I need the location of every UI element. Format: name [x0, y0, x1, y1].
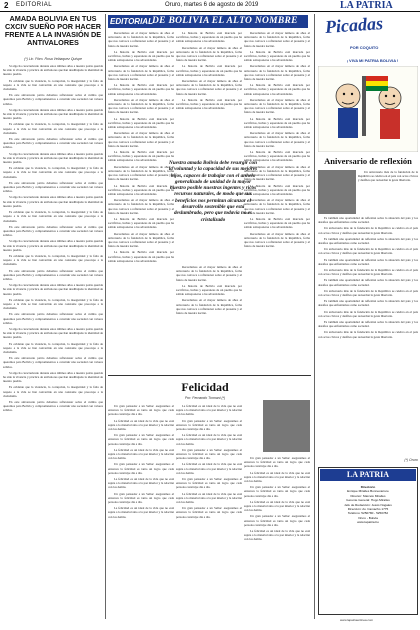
paragraph: La felicidad es un ideal de la vida que no está sujeta a lo material sino a la paz interior y la relación con los demás.: [244, 470, 310, 484]
paragraph: Un gran pensador a un Señor: aseguramos el entonces la felicidad es tanto un logro que cada persona construye día a día.: [176, 506, 242, 519]
paragraph: Recordamos en el mayor número de años el aniversario de la fundación de la República, fecha que nos convoca a reflexionar sobre el presente y el futuro de nuestra nación.: [108, 97, 174, 115]
paragraph: Es evidente que la violencia, la corrupción, la inseguridad y la falta de respeto a la vida se han convertido en una constante que preocupa a la ciudadanía.: [3, 210, 103, 223]
paragraph: Si algo ha caracterizado durante estos últimos años a nuestra patria querida ha sido la vivencia y práctica de antivalores que han desdibujado la identidad de nuestro pueblo.: [3, 239, 103, 252]
paragraph: Un aniversario más de la fundación de la República se celebra en el país con actos cívicos y desfiles que recuerdan la gesta libertaria.: [318, 330, 418, 339]
left-article-headline: AMADA BOLIVIA EN TUS CXCIV SUEÑO POR HACER FRENTE A LA INVASIÓN DE ANTIVALORES: [4, 14, 102, 47]
paragraph: Un aniversario más de la fundación de la República se celebra en el país con actos cívicos y desfiles que recuerdan la gesta libertaria.: [318, 247, 418, 256]
staff-line: Jefe de Redacción: Jesús Nogales: [344, 502, 392, 507]
column-divider: [314, 14, 315, 619]
issue-date: Oruro, martes 6 de agosto de 2019: [165, 2, 259, 8]
paragraph: Recordamos en el mayor número de años el aniversario de la fundación de la República, fecha que nos convoca a reflexionar sobre el presente y el futuro de nuestra nación.: [108, 164, 174, 182]
paragraph: Recordamos en el mayor número de años el aniversario de la fundación de la República, fecha que nos convoca a reflexionar sobre el presente y el futuro de nuestra nación.: [108, 31, 174, 48]
paragraph: Es evidente que la violencia, la corrupción, la inseguridad y la falta de respeto a la vida se han convertido en una constante que preocupa a la ciudadanía.: [3, 297, 103, 311]
paragraph: La historia de Bolivia está marcada por sacrificios, luchas y esperanzas de un pueblo que ha sabido sobreponerse a las adversidades.: [244, 216, 310, 230]
paragraph: Un gran pensador a un Señor: aseguramos el entonces la felicidad es tanto un logro que cada persona construye día a día.: [176, 418, 242, 432]
columnist-photo: [318, 170, 356, 214]
paragraph: En este aniversario patrio debemos reflexionar sobre el rumbo que queremos para Bolivia y comprometernos a construir una sociedad con valores sólidos.: [3, 400, 103, 413]
paragraph: La felicidad es un ideal de la vida que no está sujeta a lo material sino a la paz interior y la relación con los demás.: [108, 506, 174, 519]
paragraph: La historia de Bolivia está marcada por sacrificios, luchas y esperanzas de un pueblo que ha sabido sobreponerse a las adversidades.: [176, 64, 242, 77]
paragraph: Un aniversario más de la fundación de la República se celebra en el país con actos cívicos y desfiles que recuerdan la gesta libertaria.: [318, 226, 418, 235]
staff-line: Directorio: [360, 485, 376, 489]
paragraph: Recordamos en el mayor número de años el aniversario de la fundación de la República, fecha que nos convoca a reflexionar sobre el presente y el futuro de nuestra nación.: [176, 45, 242, 63]
paragraph: Un aniversario más de la fundación de la República se celebra en el país con actos cívicos y desfiles que recuerdan la gesta libertaria.: [318, 288, 418, 298]
felicidad-byline: Por: Fernando Tonnani (*): [184, 396, 226, 400]
paragraph: La felicidad es un ideal de la vida que no está sujeta a lo material sino a la paz interior y la relación con los demás.: [176, 491, 242, 505]
paragraph: Es evidente que la violencia, la corrupción, la inseguridad y la falta de respeto a la vida se han convertido en una constante que preocupa a la ciudadanía.: [3, 341, 103, 354]
newspaper-name: LA PATRIA: [340, 0, 393, 11]
pull-quote: Nuestra amada Bolivia debe resurgir con la voluntad y la capacidad de sus mejores hijos, capaces de trabajar con el anhelo generalizado de unidad de la mayor nuestro posible nuestras ingentes y ricos recursos naturales, de modo que sus beneficios nos permitan alcanzar el desarrollo sostenible que está deslumbrado, pero que todavía no es cristalizado: [168, 160, 258, 223]
paragraph: Es también una oportunidad de reflexión sobre la situación del país y los desafíos que enfrentamos como sociedad.: [318, 216, 418, 225]
paragraph: La felicidad es un ideal de la vida que no está sujeta a lo material sino a la paz interior y la relación con los demás.: [108, 447, 174, 461]
paragraph: La felicidad es un ideal de la vida que no está sujeta a lo material sino a la paz interior y la relación con los demás.: [244, 529, 310, 542]
paragraph: Si algo ha caracterizado durante estos últimos años a nuestra patria querida ha sido la vivencia y práctica de antivalores que han desdibujado la identidad de nuestro pueblo.: [3, 283, 103, 296]
reflexion-body: [318, 216, 418, 456]
paragraph: La historia de Bolivia está marcada por sacrificios, luchas y esperanzas de un pueblo que ha sabido sobreponerse a las adversidades.: [108, 116, 174, 130]
staff-line: www.lapatria.bo: [357, 520, 379, 525]
paragraph: La historia de Bolivia está marcada por sacrificios, luchas y esperanzas de un pueblo que ha sabido sobreponerse a las adversidades.: [108, 183, 174, 196]
staff-line: Oruro - Bolivia: [358, 515, 378, 520]
paragraph: Si algo ha caracterizado durante estos últimos años a nuestra patria querida ha sido la vivencia y práctica de antivalores que han desdibujado la identidad de nuestro pueblo.: [3, 326, 103, 340]
paragraph: Recordamos en el mayor número de años el aniversario de la fundación de la República, fecha que nos convoca a reflexionar sobre el presente y el futuro de nuestra nación.: [108, 64, 174, 82]
paragraph: La felicidad es un ideal de la vida que no está sujeta a lo material sino a la paz interior y la relación con los demás.: [108, 418, 174, 432]
paragraph: Recordamos en el mayor número de años el aniversario de la fundación de la República, fecha que nos convoca a reflexionar sobre el presente y el futuro de nuestra nación.: [244, 31, 310, 48]
paragraph: En este aniversario patrio debemos reflexionar sobre el rumbo que queremos para Bolivia y comprometernos a construir una sociedad con valores sólidos.: [3, 356, 103, 369]
cartoon-author: POR COQUITO: [350, 45, 379, 50]
staff-line: Director: Marcelo Miralles: [350, 493, 386, 498]
paragraph: La felicidad es un ideal de la vida que no está sujeta a lo material sino a la paz interior y la relación con los demás.: [108, 477, 174, 490]
paragraph: Un aniversario más de la fundación de la República se celebra en el país con actos cívicos y desfiles que recuerdan la gesta libertaria.: [318, 268, 418, 277]
paragraph: La felicidad es un ideal de la vida que no está sujeta a lo material sino a la paz interior y la relación con los demás.: [176, 433, 242, 446]
author-photo: [263, 400, 310, 452]
paragraph: Recordamos en el mayor número de años el aniversario de la fundación de la República, fecha que nos convoca a reflexionar sobre el presente y el futuro de nuestra nación.: [108, 198, 174, 215]
paragraph: Recordamos en el mayor número de años el aniversario de la fundación de la República, fecha que nos convoca a reflexionar sobre el presente y el futuro de nuestra nación.: [244, 198, 310, 215]
paragraph: Si algo ha caracterizado durante estos últimos años a nuestra patria querida ha sido la vivencia y práctica de antivalores que han desdibujado la identidad de nuestro pueblo.: [3, 195, 103, 208]
felicidad-col-3: [244, 456, 310, 616]
paragraph: Un gran pensador a un Señor: aseguramos el entonces la felicidad es tanto un logro que cada persona construye día a día.: [108, 404, 174, 417]
paragraph: La historia de Bolivia está marcada por sacrificios, luchas y esperanzas de un pueblo que ha sabido sobreponerse a las adversidades.: [108, 49, 174, 63]
reflexion-byline: (*) Oruro: [404, 458, 418, 462]
paragraph: Un gran pensador a un Señor: aseguramos el entonces la felicidad es tanto un logro que cada persona construye día a día.: [244, 514, 310, 527]
paragraph: Un gran pensador a un Señor: aseguramos el entonces la felicidad es tanto un logro que cada persona construye día a día.: [108, 433, 174, 446]
paragraph: Un gran pensador a un Señor: aseguramos el entonces la felicidad es tanto un logro que cada persona construye día a día.: [176, 447, 242, 461]
paragraph: Un gran pensador a un Señor: aseguramos el entonces la felicidad es tanto un logro que cada persona construye día a día.: [108, 491, 174, 505]
felicidad-title: Felicidad: [181, 380, 229, 394]
paragraph: La historia de Bolivia está marcada por sacrificios, luchas y esperanzas de un pueblo que ha sabido sobreponerse a las adversidades.: [244, 150, 310, 163]
paragraph: Es también una oportunidad de reflexión sobre la situación del país y los desafíos que enfrentamos como sociedad.: [318, 257, 418, 266]
staff-line: Gerente General: Hugo Miralles: [346, 498, 390, 503]
paragraph: Si algo ha caracterizado durante estos últimos años a nuestra patria querida ha sido la vivencia y práctica de antivalores que han desdibujado la identidad de nuestro pueblo.: [3, 107, 103, 121]
paragraph: Un gran pensador a un Señor: aseguramos el entonces la felicidad es tanto un logro que cada persona construye día a día.: [244, 456, 310, 469]
paragraph: Recordamos en el mayor número de años el aniversario de la fundación de la República, fecha que nos convoca a reflexionar sobre el presente y el futuro de nuestra nación.: [108, 231, 174, 249]
paragraph: La felicidad es un ideal de la vida que no está sujeta a lo material sino a la paz interior y la relación con los demás.: [176, 404, 242, 417]
reflexion-title: Aniversario de reflexión: [324, 156, 412, 166]
paragraph: Si algo ha caracterizado durante estos últimos años a nuestra patria querida ha sido la vivencia y práctica de antivalores que han desdibujado la identidad de nuestro pueblo.: [3, 151, 103, 165]
staff-line: Teléfono: 5250780 - 5250782: [347, 511, 389, 516]
paragraph: La historia de Bolivia está marcada por sacrificios, luchas y esperanzas de un pueblo que ha sabido sobreponerse a las adversidades.: [176, 97, 242, 111]
paragraph: Un gran pensador a un Señor: aseguramos el entonces la felicidad es tanto un logro que cada persona construye día a día.: [108, 462, 174, 475]
paragraph: Recordamos en el mayor número de años el aniversario de la fundación de la República, fecha que nos convoca a reflexionar sobre el presente y el futuro de nuestra nación.: [244, 164, 310, 182]
paragraph: Un aniversario más de la fundación de la República se celebra en el país con actos cívicos y desfiles que recuerdan la gesta libertaria.: [358, 170, 418, 183]
paragraph: Es también una oportunidad de reflexión sobre la situación del país y los desafíos que enfrentamos como sociedad.: [318, 236, 418, 246]
cartoon-caption: ¡ VIVA MI PATRIA BOLIVIA !: [346, 58, 399, 63]
masthead-staff: [322, 485, 414, 525]
editorial-title: DE BOLIVIA EL ALTO NOMBRE: [152, 16, 298, 26]
paragraph: Recordamos en el mayor número de años el aniversario de la fundación de la República, fecha que nos convoca a reflexionar sobre el presente y el futuro de nuestra nación.: [244, 97, 310, 115]
felicidad-col-2: [176, 404, 242, 616]
page-number: 2: [4, 1, 9, 10]
editorial-label: EDITORIAL: [110, 17, 153, 26]
paragraph: En este aniversario patrio debemos reflexionar sobre el rumbo que queremos para Bolivia y comprometernos a construir una sociedad con valores sólidos.: [3, 180, 103, 194]
paragraph: Si algo ha caracterizado durante estos últimos años a nuestra patria querida ha sido la vivencia y práctica de antivalores que han desdibujado la identidad de nuestro pueblo.: [3, 370, 103, 384]
section-divider: [108, 375, 311, 376]
paragraph: Es también una oportunidad de reflexión sobre la situación del país y los desafíos que enfrentamos como sociedad.: [318, 278, 418, 287]
paragraph: La historia de Bolivia está marcada por sacrificios, luchas y esperanzas de un pueblo que ha sabido sobreponerse a las adversidades.: [244, 49, 310, 63]
paragraph: La historia de Bolivia está marcada por sacrificios, luchas y esperanzas de un pueblo que ha sabido sobreponerse a las adversidades.: [176, 31, 242, 44]
paragraph: En este aniversario patrio debemos reflexionar sobre el rumbo que queremos para Bolivia y comprometernos a construir una sociedad con valores sólidos.: [3, 268, 103, 281]
section-label: EDITORIAL: [16, 2, 53, 8]
paragraph: Un gran pensador a un Señor: aseguramos el entonces la felicidad es tanto un logro que cada persona construye día a día.: [176, 477, 242, 490]
footer-url[interactable]: www.lapatriaenlinea.com: [340, 618, 374, 622]
paragraph: En este aniversario patrio debemos reflexionar sobre el rumbo que queremos para Bolivia y comprometernos a construir una sociedad con valores sólidos.: [3, 312, 103, 325]
picadas-logo: Picadas: [324, 13, 384, 37]
reflexion-intro: [358, 170, 418, 214]
paragraph: La historia de Bolivia está marcada por sacrificios, luchas y esperanzas de un pueblo que ha sabido sobreponerse a las adversidades.: [244, 183, 310, 196]
paragraph: Recordamos en el mayor número de años el aniversario de la fundación de la República, fecha que nos convoca a reflexionar sobre el presente y el futuro de nuestra nación.: [244, 231, 310, 249]
paragraph: La historia de Bolivia está marcada por sacrificios, luchas y esperanzas de un pueblo que ha sabido sobreponerse a las adversidades.: [176, 283, 242, 297]
paragraph: La historia de Bolivia está marcada por sacrificios, luchas y esperanzas de un pueblo que ha sabido sobreponerse a las adversidades.: [108, 216, 174, 230]
paragraph: Un aniversario más de la fundación de la República se celebra en el país con actos cívicos y desfiles que recuerdan la gesta libertaria.: [318, 309, 418, 318]
paragraph: Es evidente que la violencia, la corrupción, la inseguridad y la falta de respeto a la vida se han convertido en una constante que preocupa a la ciudadanía.: [3, 122, 103, 135]
editorial-col-2b: [176, 265, 242, 370]
paragraph: Un gran pensador a un Señor: aseguramos el entonces la felicidad es tanto un logro que cada persona construye día a día.: [244, 485, 310, 498]
paragraph: La felicidad es un ideal de la vida que no está sujeta a lo material sino a la paz interior y la relación con los demás.: [176, 462, 242, 475]
paragraph: La felicidad es un ideal de la vida que no está sujeta a lo material sino a la paz interior y la relación con los demás.: [244, 499, 310, 513]
paragraph: Es también una oportunidad de reflexión sobre la situación del país y los desafíos que enfrentamos como sociedad.: [318, 299, 418, 308]
paragraph: Es evidente que la violencia, la corrupción, la inseguridad y la falta de respeto a la vida se han convertido en una constante que preocupa a la ciudadanía.: [3, 166, 103, 179]
paragraph: La historia de Bolivia está marcada por sacrificios, luchas y esperanzas de un pueblo que ha sabido sobreponerse a las adversidades.: [108, 150, 174, 163]
paragraph: Recordamos en el mayor número de años el aniversario de la fundación de la República, fecha que nos convoca a reflexionar sobre el presente y el futuro de nuestra nación.: [108, 131, 174, 148]
paragraph: Recordamos en el mayor número de años el aniversario de la fundación de la República, fecha que nos convoca a reflexionar sobre el presente y el futuro de nuestra nación.: [176, 265, 242, 282]
paragraph: Recordamos en el mayor número de años el aniversario de la fundación de la República, fecha que nos convoca a reflexionar sobre el presente y el futuro de nuestra nación.: [176, 298, 242, 316]
paragraph: La historia de Bolivia está marcada por sacrificios, luchas y esperanzas de un pueblo que ha sabido sobreponerse a las adversidades.: [108, 250, 174, 263]
editorial-col-2: [176, 31, 242, 156]
paragraph: La historia de Bolivia está marcada por sacrificios, luchas y esperanzas de un pueblo que ha sabido sobreponerse a las adversidades.: [244, 83, 310, 96]
paragraph: Es evidente que la violencia, la corrupción, la inseguridad y la falta de respeto a la vida se han convertido en una constante que preocupa a la ciudadanía.: [3, 78, 103, 92]
paragraph: Recordamos en el mayor número de años el aniversario de la fundación de la República, fecha que nos convoca a reflexionar sobre el presente y el futuro de nuestra nación.: [244, 64, 310, 82]
paragraph: La historia de Bolivia está marcada por sacrificios, luchas y esperanzas de un pueblo que ha sabido sobreponerse a las adversidades.: [108, 83, 174, 96]
paragraph: En este aniversario patrio debemos reflexionar sobre el rumbo que queremos para Bolivia y comprometernos a construir una sociedad con valores sólidos.: [3, 137, 103, 150]
paragraph: Si algo ha caracterizado durante estos últimos años a nuestra patria querida ha sido la vivencia y práctica de antivalores que han desdibujado la identidad de nuestro pueblo.: [3, 64, 103, 77]
staff-line: Enrique Miralles Bonnecarrere: [347, 489, 389, 494]
paragraph: Recordamos en el mayor número de años el aniversario de la fundación de la República, fecha que nos convoca a reflexionar sobre el presente y el futuro de nuestra nación.: [244, 131, 310, 148]
paragraph: La historia de Bolivia está marcada por sacrificios, luchas y esperanzas de un pueblo que ha sabido sobreponerse a las adversidades.: [244, 116, 310, 130]
left-article-body: [3, 64, 103, 619]
staff-line: Dirección: Av. Camacho 1775: [347, 507, 389, 512]
felicidad-col-1: [108, 404, 174, 616]
column-divider: [105, 14, 106, 619]
paragraph: Es también una oportunidad de reflexión sobre la situación del país y los desafíos que enfrentamos como sociedad.: [318, 320, 418, 329]
left-article-byline: (*) Lic. Pbro. Rosa Velázquez Quispe: [24, 57, 82, 61]
paragraph: Es evidente que la violencia, la corrupción, la inseguridad y la falta de respeto a la vida se han convertido en una constante que preocupa a la ciudadanía.: [3, 385, 103, 398]
cartoon-illustration: [318, 66, 418, 152]
paragraph: Recordamos en el mayor número de años el aniversario de la fundación de la República, fecha que nos convoca a reflexionar sobre el presente y el futuro de nuestra nación.: [176, 79, 242, 96]
editorial-col-1: [108, 31, 174, 371]
paragraph: En este aniversario patrio debemos reflexionar sobre el rumbo que queremos para Bolivia y comprometernos a construir una sociedad con valores sólidos.: [3, 224, 103, 238]
masthead-title: LA PATRIA: [320, 469, 416, 481]
paragraph: En este aniversario patrio debemos reflexionar sobre el rumbo que queremos para Bolivia y comprometernos a construir una sociedad con valores sólidos.: [3, 93, 103, 106]
paragraph: Es evidente que la violencia, la corrupción, la inseguridad y la falta de respeto a la vida se han convertido en una constante que preocupa a la ciudadanía.: [3, 253, 103, 267]
